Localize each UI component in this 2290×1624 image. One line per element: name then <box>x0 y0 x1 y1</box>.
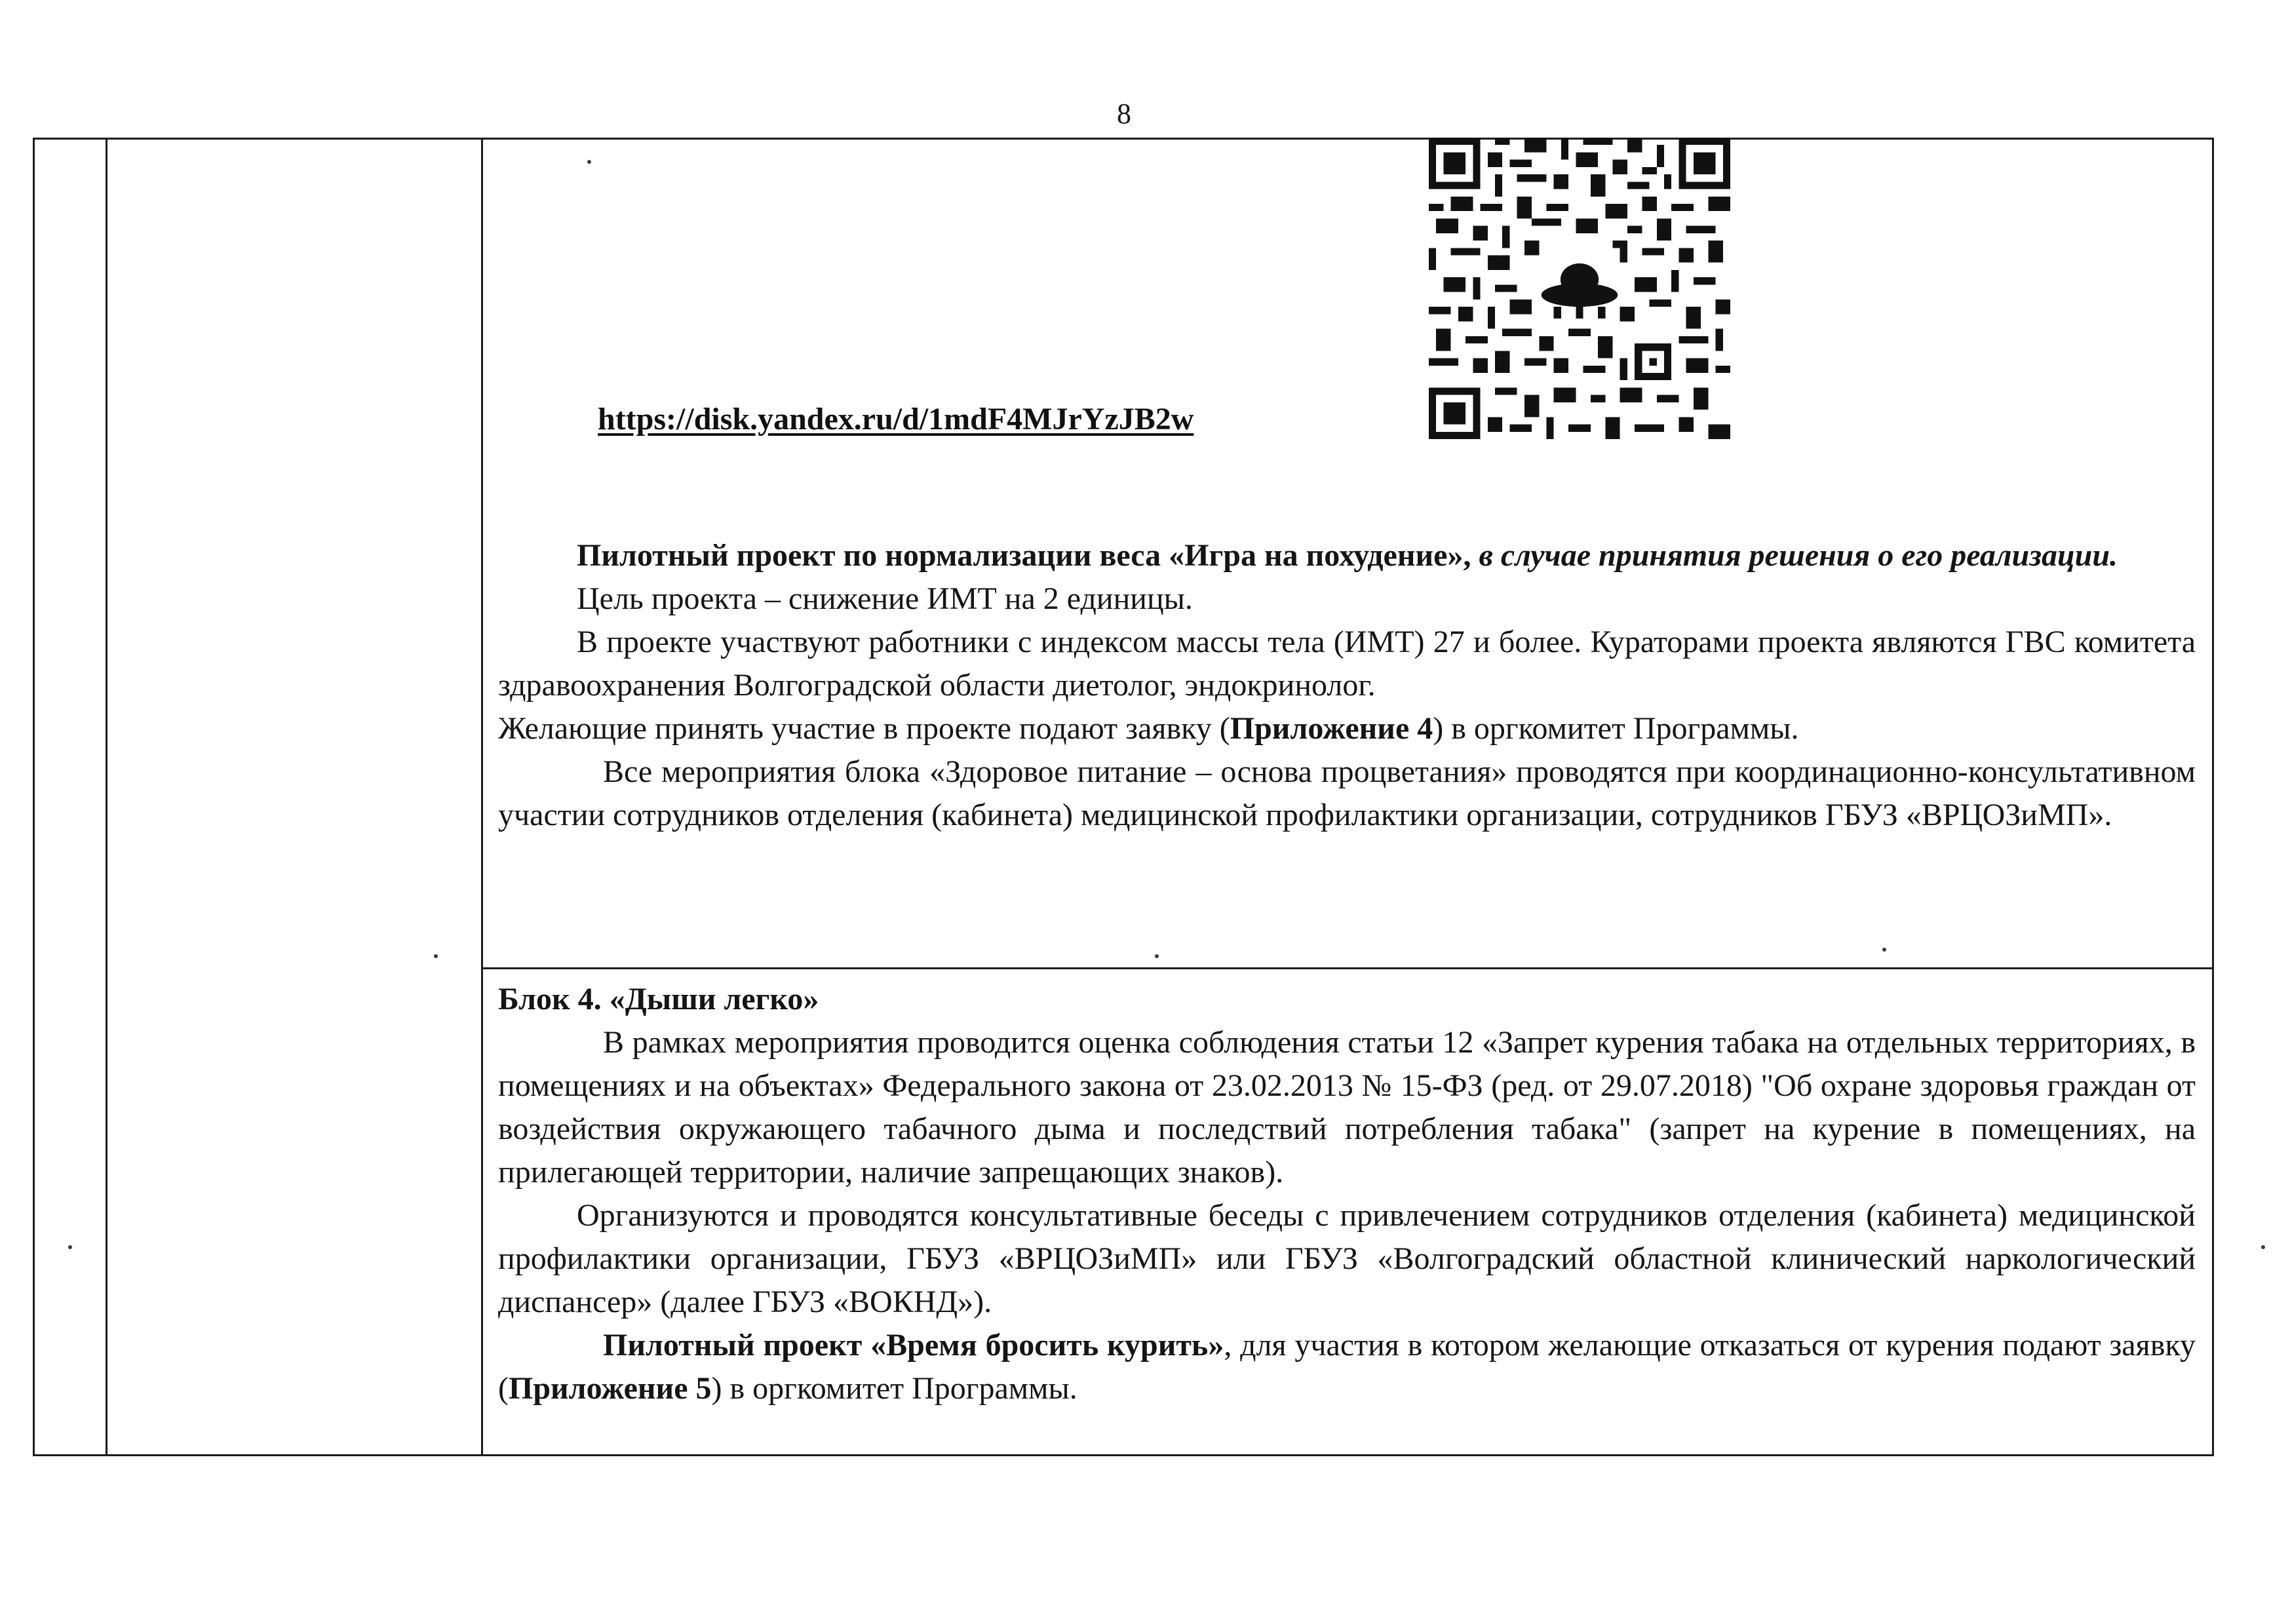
scan-speck <box>68 1245 72 1249</box>
appendix-4-reference: Приложение 4 <box>1230 711 1433 746</box>
scan-speck <box>1882 948 1886 952</box>
block-4-title: Блок 4. «Дыши легко» <box>498 982 819 1016</box>
consultations-paragraph: Организуются и проводятся консультативные беседы с привлечением сотрудников отделения (кабинета) медицинской профилактики организации, ГБУЗ «ВРЦОЗиМП» или ГБУЗ «Волгоградский областной клинический наркологический диспансер» (далее ГБУЗ «ВОКНД»). <box>498 1198 2196 1319</box>
lower-cell-content <box>498 978 2196 1410</box>
project-goal-paragraph: Цель проекта – снижение ИМТ на 2 единицы. <box>577 581 1193 616</box>
pilot-weight-project-paragraph <box>498 534 2196 577</box>
table-column-divider-2 <box>481 140 483 1454</box>
table-column-divider-1 <box>106 140 107 1454</box>
page-number: 8 <box>1117 98 1131 130</box>
application-paragraph <box>498 707 2196 750</box>
yandex-disk-link[interactable]: https://disk.yandex.ru/d/1mdF4MJrYzJB2w <box>598 402 1194 436</box>
upper-cell-content <box>498 534 2196 837</box>
scan-speck <box>1155 954 1159 958</box>
qr-code-icon <box>1429 138 1730 439</box>
participants-paragraph: В проекте участвуют работники с индексом массы тела (ИМТ) 27 и более. Кураторами проекта являются ГВС комитета здравоохранения Волгоградской области диетолог, эндокринолог. <box>498 625 2196 703</box>
pilot-smoking-paragraph <box>498 1324 2196 1410</box>
all-events-paragraph: Все мероприятия блока «Здоровое питание – основа процветания» проводятся при координационно-консультативном участии сотрудников отделения (кабинета) медицинской профилактики организации, сотрудников ГБУЗ «ВРЦОЗиМП». <box>498 754 2196 832</box>
pilot-smoking-text: , для участия в котором желающие отказаться от курения подают заявку ( <box>498 1328 2196 1406</box>
pilot-smoking-text-end: ) в оргкомитет Программы. <box>711 1371 1077 1406</box>
application-text-end: ) в оргкомитет Программы. <box>1433 711 1799 746</box>
scan-speck <box>2261 1245 2265 1249</box>
application-text-start: Желающие принять участие в проекте подают заявку ( <box>498 711 1230 746</box>
appendix-5-reference: Приложение 5 <box>508 1371 712 1406</box>
pilot-smoking-project-title: Пилотный проект «Время бросить курить» <box>603 1328 1224 1363</box>
scan-speck <box>587 160 591 164</box>
assessment-paragraph: В рамках мероприятия проводится оценка соблюдения статьи 12 «Запрет курения табака на отдельных территориях, в помещениях и на объектах» Федерального закона от 23.02.2013 № 15-ФЗ (ред. от 29.07.2018) "Об охране здоровья граждан от воздействия окружающего табачного дыма и последствий потребления табака" (запрет на курение в помещениях, на прилегающей территории, наличие запрещающих знаков). <box>498 1025 2196 1189</box>
table-row-divider <box>481 967 2212 969</box>
pilot-weight-project-condition: в случае принятия решения о его реализации. <box>1479 538 2118 573</box>
pilot-weight-project-title: Пилотный проект по нормализации веса «Игра на похудение», <box>577 538 1471 573</box>
scan-speck <box>434 954 438 958</box>
